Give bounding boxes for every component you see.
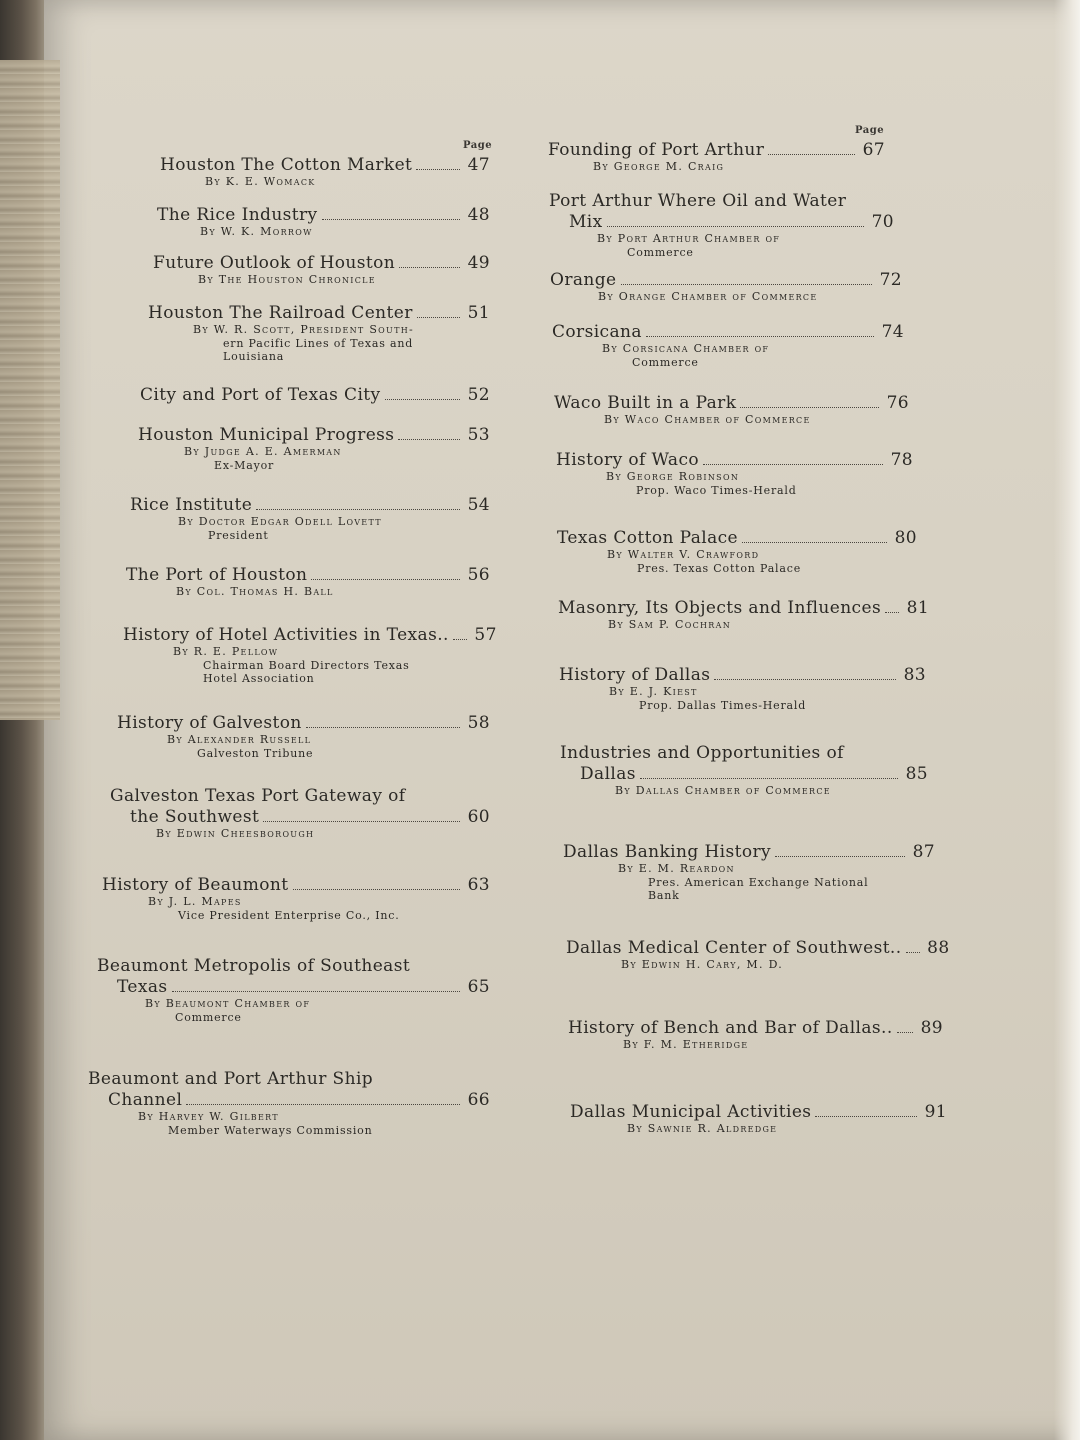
toc-entry	[557, 528, 917, 575]
entry-title: Houston The Cotton Market	[160, 155, 413, 175]
entry-title-line	[123, 625, 497, 645]
entry-byline: By Corsicana Chamber of	[602, 342, 770, 355]
toc-entry	[552, 322, 904, 369]
entry-note: Bank	[648, 889, 680, 902]
dot-leader	[607, 226, 864, 227]
entry-title: The Rice Industry	[157, 205, 318, 225]
entry-byline: By E. J. Kiest	[609, 685, 698, 698]
entry-title-line	[110, 807, 490, 827]
entry-title-line	[138, 425, 490, 445]
entry-title: Mix	[569, 212, 603, 232]
entry-title: Corsicana	[552, 322, 642, 342]
entry-note: Prop. Dallas Times-Herald	[639, 699, 807, 712]
entry-note: Ex-Mayor	[214, 459, 275, 472]
toc-entry	[548, 140, 885, 174]
dot-leader	[897, 1032, 913, 1033]
dot-leader	[322, 219, 460, 220]
entry-page-number: 85	[905, 764, 928, 784]
entry-title-line	[160, 155, 490, 175]
entry-byline: By W. R. Scott, President South-	[193, 323, 414, 336]
toc-entry	[160, 155, 490, 189]
entry-page-number: 49	[467, 253, 490, 273]
binding-tape	[0, 60, 60, 720]
toc-entry	[88, 1068, 490, 1137]
entry-title: Texas	[117, 977, 168, 997]
entry-title-line	[130, 495, 490, 515]
entry-page-number: 88	[927, 938, 950, 958]
entry-title: History of Waco	[556, 450, 700, 470]
entry-title: History of Hotel Activities in Texas..	[123, 625, 449, 645]
entry-page-number: 47	[467, 155, 490, 175]
entry-title: Dallas Banking History	[563, 842, 772, 862]
entry-title: Texas Cotton Palace	[557, 528, 738, 548]
entry-page-number: 91	[924, 1102, 947, 1122]
entry-byline: By Waco Chamber of Commerce	[604, 413, 811, 426]
dot-leader	[399, 267, 460, 268]
entry-title-line	[554, 393, 909, 413]
dot-leader	[256, 509, 460, 510]
entry-page-number: 54	[467, 495, 490, 515]
entry-title: Dallas Medical Center of Southwest..	[566, 938, 902, 958]
entry-title-first-line: Galveston Texas Port Gateway of	[110, 786, 406, 806]
entry-byline: By Port Arthur Chamber of	[597, 232, 781, 245]
dot-leader	[398, 439, 460, 440]
dot-leader	[417, 317, 460, 318]
toc-entry	[123, 625, 497, 685]
entry-title: History of Galveston	[117, 713, 302, 733]
entry-title: History of Beaumont	[102, 875, 289, 895]
toc-entry	[554, 393, 909, 427]
entry-title-line	[548, 140, 885, 160]
entry-byline: By Doctor Edgar Odell Lovett	[178, 515, 382, 528]
entry-title-line	[560, 764, 928, 784]
entry-page-number: 65	[467, 977, 490, 997]
entry-note: Chairman Board Directors Texas	[203, 659, 410, 672]
entry-title: the Southwest	[130, 807, 260, 827]
page-column-label-right: Page	[855, 125, 885, 136]
entry-title: Houston The Railroad Center	[148, 303, 413, 323]
toc-entry	[556, 450, 913, 497]
entry-title-line	[97, 977, 490, 997]
entry-byline: By Edwin Cheesborough	[156, 827, 315, 840]
entry-page-number: 78	[890, 450, 913, 470]
entry-note: ern Pacific Lines of Texas and	[223, 337, 414, 350]
entry-title: History of Dallas	[559, 665, 711, 685]
entry-title: Orange	[550, 270, 617, 290]
dot-leader	[815, 1116, 917, 1117]
entry-title-line	[570, 1102, 947, 1122]
toc-entry	[117, 713, 490, 760]
toc-entry	[568, 1018, 943, 1052]
entry-title-line	[157, 205, 490, 225]
toc-entry	[126, 565, 490, 599]
entry-page-number: 52	[467, 385, 490, 405]
dot-leader	[293, 889, 461, 890]
entry-title-line	[117, 713, 490, 733]
entry-note: Prop. Waco Times-Herald	[636, 484, 797, 497]
entry-page-number: 56	[467, 565, 490, 585]
dot-leader	[703, 464, 883, 465]
entry-byline: By Orange Chamber of Commerce	[598, 290, 818, 303]
entry-title-first-line: Port Arthur Where Oil and Water	[549, 191, 847, 211]
entry-title: Channel	[108, 1090, 183, 1110]
entry-title: Founding of Port Arthur	[548, 140, 765, 160]
entry-byline: By Harvey W. Gilbert	[138, 1110, 279, 1123]
dot-leader	[885, 612, 899, 613]
entry-page-number: 60	[467, 807, 490, 827]
entry-title-line	[563, 842, 935, 862]
entry-byline: By J. L. Mapes	[148, 895, 242, 908]
entry-byline: By E. M. Reardon	[618, 862, 735, 875]
entry-note: Hotel Association	[203, 672, 315, 685]
entry-title-line	[153, 253, 490, 273]
toc-entry	[560, 742, 928, 798]
dot-leader	[416, 169, 460, 170]
toc-entry	[102, 875, 490, 922]
entry-note: Pres. American Exchange National	[648, 876, 869, 889]
entry-byline: By Judge A. E. Amerman	[184, 445, 342, 458]
dot-leader	[742, 542, 887, 543]
entry-byline: By Edwin H. Cary, M. D.	[621, 958, 784, 971]
entry-title-line	[558, 598, 930, 618]
entry-title-line	[88, 1090, 490, 1110]
entry-page-number: 74	[881, 322, 904, 342]
entry-title-line	[549, 212, 894, 232]
toc-entry	[148, 303, 490, 363]
entry-note: Vice President Enterprise Co., Inc.	[178, 909, 400, 922]
entry-title-line	[102, 875, 490, 895]
entry-title-line	[126, 565, 490, 585]
page-edge	[1054, 0, 1080, 1440]
toc-entry	[157, 205, 490, 239]
entry-page-number: 83	[903, 665, 926, 685]
entry-note: Galveston Tribune	[197, 747, 314, 760]
entry-title-line	[148, 303, 490, 323]
entry-page-number: 81	[906, 598, 930, 618]
entry-page-number: 58	[467, 713, 490, 733]
dot-leader	[775, 856, 905, 857]
entry-note: Commerce	[632, 356, 699, 369]
entry-page-number: 72	[879, 270, 902, 290]
entry-title: The Port of Houston	[126, 565, 308, 585]
dot-leader	[306, 727, 460, 728]
entry-title-first-line: Industries and Opportunities of	[560, 743, 844, 763]
entry-page-number: 80	[894, 528, 917, 548]
dot-leader	[768, 154, 855, 155]
entry-page-number: 87	[912, 842, 935, 862]
toc-entry	[97, 955, 490, 1024]
entry-page-number: 51	[467, 303, 490, 323]
dot-leader	[453, 639, 467, 640]
entry-page-number: 53	[467, 425, 490, 445]
entry-note: Member Waterways Commission	[168, 1124, 373, 1137]
dot-leader	[740, 407, 879, 408]
entry-note: Pres. Texas Cotton Palace	[637, 562, 801, 575]
dot-leader	[186, 1104, 460, 1105]
entry-page-number: 89	[920, 1018, 943, 1038]
entry-page-number: 76	[886, 393, 909, 413]
entry-title: Future Outlook of Houston	[153, 253, 396, 273]
entry-byline: By Sam P. Cochran	[608, 618, 732, 631]
toc-entry	[549, 190, 894, 259]
entry-page-number: 66	[467, 1090, 490, 1110]
entry-byline: By The Houston Chronicle	[198, 273, 376, 286]
toc-entry	[559, 665, 926, 712]
entry-page-number: 67	[862, 140, 885, 160]
entry-page-number: 70	[871, 212, 894, 232]
dot-leader	[263, 821, 460, 822]
entry-title-line	[556, 450, 913, 470]
entry-title-first-line: Beaumont Metropolis of Southeast	[97, 956, 411, 976]
entry-title-line	[568, 1018, 943, 1038]
toc-entry	[566, 938, 950, 972]
entry-note: Commerce	[175, 1011, 242, 1024]
entry-title: History of Bench and Bar of Dallas..	[568, 1018, 893, 1038]
entry-title-first-line: Beaumont and Port Arthur Ship	[88, 1069, 374, 1089]
dot-leader	[714, 679, 896, 680]
entry-byline: By Sawnie R. Aldredge	[627, 1122, 778, 1135]
toc-entry	[558, 598, 930, 632]
entry-page-number: 57	[474, 625, 497, 645]
entry-title: Houston Municipal Progress	[138, 425, 395, 445]
toc-entry	[110, 785, 490, 841]
entry-title-line	[552, 322, 904, 342]
entry-byline: By Beaumont Chamber of	[145, 997, 311, 1010]
entry-byline: By K. E. Womack	[205, 175, 316, 188]
entry-byline: By W. K. Morrow	[200, 225, 313, 238]
dot-leader	[311, 579, 460, 580]
entry-title: City and Port of Texas City	[140, 385, 381, 405]
entry-title: Dallas Municipal Activities	[570, 1102, 812, 1122]
toc-entry	[550, 270, 902, 304]
toc-entry	[570, 1102, 947, 1136]
toc-entry	[130, 495, 490, 542]
entry-byline: By F. M. Etheridge	[623, 1038, 749, 1051]
toc-entry	[153, 253, 490, 287]
dot-leader	[906, 952, 920, 953]
entry-byline: By Walter V. Crawford	[607, 548, 760, 561]
page-column-label-left: Page	[463, 140, 493, 151]
entry-byline: By George M. Craig	[593, 160, 725, 173]
dot-leader	[385, 399, 460, 400]
dot-leader	[640, 778, 898, 779]
entry-byline: By George Robinson	[606, 470, 740, 483]
entry-byline: By R. E. Pellow	[173, 645, 279, 658]
entry-page-number: 63	[467, 875, 490, 895]
entry-title-line	[557, 528, 917, 548]
entry-title: Masonry, Its Objects and Influences	[558, 598, 882, 618]
entry-byline: By Dallas Chamber of Commerce	[615, 784, 831, 797]
entry-title-line	[550, 270, 902, 290]
toc-entry	[138, 425, 490, 472]
entry-page-number: 48	[467, 205, 490, 225]
entry-byline: By Col. Thomas H. Ball	[176, 585, 334, 598]
entry-title: Dallas	[580, 764, 636, 784]
toc-entry	[140, 385, 490, 405]
toc-entry	[563, 842, 935, 902]
dot-leader	[172, 991, 460, 992]
entry-byline: By Alexander Russell	[167, 733, 312, 746]
entry-title-line	[566, 938, 950, 958]
entry-title-line	[140, 385, 490, 405]
dot-leader	[621, 284, 873, 285]
entry-note: Commerce	[627, 246, 694, 259]
entry-title: Rice Institute	[130, 495, 253, 515]
entry-title: Waco Built in a Park	[554, 393, 737, 413]
dot-leader	[646, 336, 874, 337]
entry-title-line	[559, 665, 926, 685]
entry-note: Louisiana	[223, 350, 285, 363]
entry-note: President	[208, 529, 269, 542]
